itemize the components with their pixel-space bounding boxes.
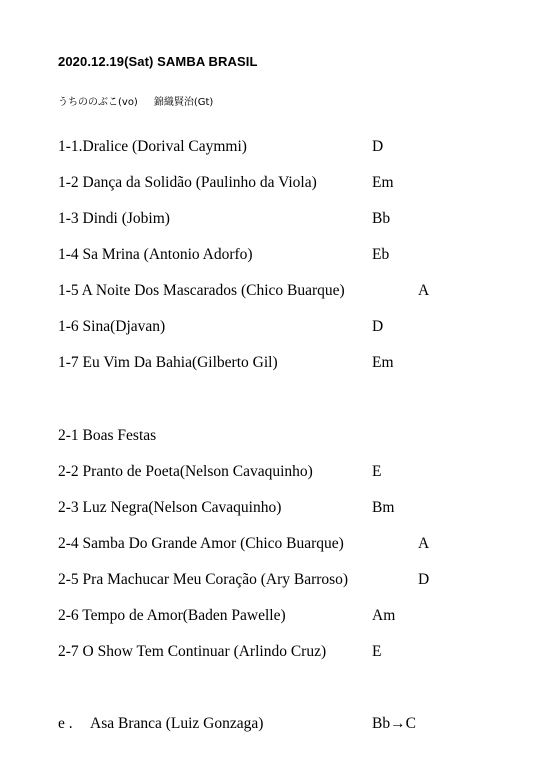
setlist-row (0, 137, 554, 157)
song-title: 1-3 Dindi (Jobim) (58, 210, 170, 227)
setlist-row (0, 534, 554, 554)
page-title: 2020.12.19(Sat) SAMBA BRASIL (58, 54, 258, 69)
song-key: Bb→C (372, 715, 416, 732)
setlist-row (0, 642, 554, 662)
song-title: 2-5 Pra Machucar Meu Coração (Ary Barroso) (58, 571, 349, 588)
setlist-row (0, 426, 554, 446)
song-title: 2-2 Pranto de Poeta(Nelson Cavaquinho) (58, 463, 313, 480)
setlist-row (0, 606, 554, 626)
song-key: Eb (372, 246, 390, 263)
song-key: Bb (372, 210, 391, 227)
setlist-row (0, 462, 554, 482)
encore-label: e . (58, 715, 73, 732)
song-title: 1-4 Sa Mrina (Antonio Adorfo) (58, 246, 253, 263)
song-key: A (418, 535, 430, 552)
vocalist-name: うちののぶこ(vo) (58, 97, 138, 108)
setlist-row (0, 209, 554, 229)
song-key: E (372, 643, 382, 660)
song-title: 2-6 Tempo de Amor(Baden Pawelle) (58, 607, 286, 624)
song-key: D (372, 318, 384, 335)
song-title: 2-3 Luz Negra(Nelson Cavaquinho) (58, 499, 282, 516)
song-key: D (418, 571, 430, 588)
song-title: 2-4 Samba Do Grande Amor (Chico Buarque) (58, 535, 344, 552)
song-title: 1-1.Dralice (Dorival Caymmi) (58, 138, 247, 155)
setlist-row (0, 498, 554, 518)
song-key: D (372, 138, 384, 155)
song-title: 1-7 Eu Vim Da Bahia(Gilberto Gil) (58, 354, 278, 371)
song-key: E (372, 463, 382, 480)
song-key: A (418, 282, 430, 299)
setlist-row (0, 317, 554, 337)
song-key: Em (372, 354, 394, 371)
setlist-row (0, 570, 554, 590)
song-title: Asa Branca (Luiz Gonzaga) (90, 715, 264, 732)
encore-row (0, 714, 554, 734)
setlist-row (0, 353, 554, 373)
song-title: 2-7 O Show Tem Continuar (Arlindo Cruz) (58, 643, 327, 660)
song-title: 1-5 A Noite Dos Mascarados (Chico Buarque) (58, 282, 345, 299)
guitarist-name: 錦織賢治(Gt) (153, 97, 214, 108)
setlist-row (0, 281, 554, 301)
setlist-row (0, 173, 554, 193)
song-title: 2-1 Boas Festas (58, 427, 157, 444)
song-key: Em (372, 174, 394, 191)
song-key: Bm (372, 499, 395, 516)
performers-line (58, 93, 213, 108)
song-title: 1-6 Sina(Djavan) (58, 318, 166, 335)
song-key: Am (372, 607, 396, 624)
song-title: 1-2 Dança da Solidão (Paulinho da Viola) (58, 174, 317, 191)
setlist-row (0, 245, 554, 265)
